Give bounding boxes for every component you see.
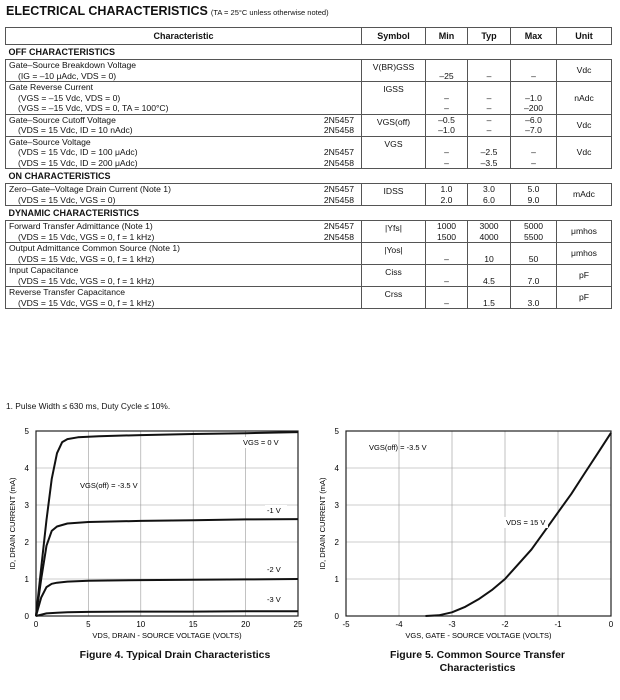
device-label: 2N5458 — [323, 157, 354, 168]
min-value: – — [444, 92, 449, 103]
device-label: 2N5458 — [323, 231, 354, 242]
characteristic-name: Output Admittance Common Source (Note 1) — [9, 243, 180, 253]
characteristic-cell — [6, 265, 362, 287]
characteristic-cell — [6, 243, 362, 265]
series-label: VGS = 0 V — [243, 438, 279, 447]
x-tick-label: 10 — [136, 620, 146, 629]
y-tick-label: 2 — [24, 538, 29, 547]
typ-value: – — [486, 92, 492, 103]
test-condition: (VDS = 15 Vdc, ID = 10 nAdc) — [18, 125, 133, 135]
column-header: Characteristic — [6, 28, 362, 45]
max-value: 50 — [528, 253, 539, 264]
table-row — [6, 184, 612, 206]
y-tick-label: 1 — [24, 575, 29, 584]
characteristic-name: Forward Transfer Admittance (Note 1) — [9, 221, 153, 231]
title-text: ELECTRICAL CHARACTERISTICS — [6, 4, 208, 18]
test-condition: (VDS = 15 Vdc, VGS = 0, f = 1 kHz) — [18, 275, 155, 286]
x-axis-label: VDS, DRAIN - SOURCE VOLTAGE (VOLTS) — [92, 631, 242, 640]
max-cell — [511, 287, 557, 309]
table-row — [6, 265, 612, 287]
x-tick-label: 5 — [86, 620, 91, 629]
x-tick-label: -4 — [395, 620, 403, 629]
typ-cell — [468, 243, 511, 265]
column-header: Symbol — [362, 28, 426, 45]
characteristic-cell — [6, 114, 362, 136]
min-value: –0.5 — [438, 114, 455, 125]
max-value: –6.0 — [525, 114, 542, 125]
typ-value: – — [486, 125, 492, 135]
x-tick-label: -5 — [342, 620, 350, 629]
unit-cell: pF — [557, 265, 612, 287]
y-tick-label: 3 — [24, 501, 29, 510]
series-line — [36, 432, 298, 616]
test-condition: (VDS = 15 Vdc, VGS = 0) — [18, 194, 116, 205]
max-cell — [511, 60, 557, 82]
max-value: – — [531, 147, 536, 157]
section-row — [6, 169, 612, 184]
min-value: –1.0 — [438, 125, 455, 135]
typ-value: – — [486, 103, 492, 113]
min-value: – — [444, 157, 449, 168]
min-cell — [426, 265, 468, 287]
max-value: 5500 — [523, 231, 544, 242]
device-label: 2N5457 — [323, 114, 354, 125]
figure-4-caption: Figure 4. Typical Drain Characteristics — [79, 649, 271, 661]
table-row — [6, 114, 612, 136]
y-tick-label: 5 — [24, 427, 29, 436]
series-label: VDS = 15 V — [506, 518, 546, 527]
table-row — [6, 221, 612, 243]
y-tick-label: 5 — [334, 427, 339, 436]
symbol-cell: Ciss — [362, 265, 426, 287]
x-tick-label: 0 — [33, 620, 39, 629]
characteristic-name: Gate–Source Breakdown Voltage — [9, 60, 137, 70]
section-title — [6, 4, 329, 18]
test-condition: (VGS = –15 Vdc, VDS = 0, TA = 100°C) — [18, 103, 169, 113]
y-axis-label: ID, DRAIN CURRENT (mA) — [318, 477, 327, 570]
table-row — [6, 136, 612, 169]
min-value: 1000 — [436, 221, 457, 231]
characteristic-cell — [6, 184, 362, 206]
typ-cell — [468, 114, 511, 136]
x-tick-label: 0 — [608, 620, 613, 629]
test-condition: (VDS = 15 Vdc, VGS = 0, f = 1 kHz) — [18, 253, 155, 264]
x-tick-label: -2 — [501, 620, 509, 629]
min-cell — [426, 114, 468, 136]
max-cell — [511, 184, 557, 206]
min-value: 2.0 — [440, 194, 453, 205]
series-line — [36, 519, 298, 616]
typ-value: 3000 — [479, 221, 499, 231]
figure-4-chart — [0, 420, 310, 645]
section-row — [6, 45, 612, 60]
max-value: –7.0 — [525, 125, 542, 135]
symbol-cell: VGS(off) — [362, 114, 426, 136]
typ-cell — [468, 265, 511, 287]
y-tick-label: 2 — [334, 538, 339, 547]
typ-value: 3.0 — [483, 184, 495, 194]
min-cell — [426, 221, 468, 243]
x-tick-label: -3 — [448, 620, 456, 629]
symbol-cell: Crss — [362, 287, 426, 309]
characteristic-name: Reverse Transfer Capacitance — [9, 287, 126, 297]
min-cell — [426, 82, 468, 115]
characteristic-name: Input Capacitance — [9, 265, 79, 275]
y-tick-label: 3 — [334, 501, 339, 510]
symbol-cell: |Yos| — [362, 243, 426, 265]
min-value: –25 — [439, 70, 454, 81]
section-heading: DYNAMIC CHARACTERISTICS — [6, 206, 612, 221]
min-cell — [426, 287, 468, 309]
table-row — [6, 82, 612, 115]
min-value: 1500 — [436, 231, 457, 242]
vgs-off-annotation: VGS(off) = -3.5 V — [80, 481, 138, 490]
table-header-row — [6, 28, 612, 45]
column-header: Max — [511, 28, 557, 45]
y-axis-label: ID, DRAIN CURRENT (mA) — [8, 477, 17, 570]
test-condition: (VDS = 15 Vdc, VGS = 0, f = 1 kHz) — [18, 231, 155, 242]
test-condition: (IG = –10 μAdc, VDS = 0) — [18, 70, 117, 81]
symbol-cell: IDSS — [362, 184, 426, 206]
y-tick-label: 4 — [334, 464, 339, 473]
vgs-off-annotation: VGS(off) = -3.5 V — [369, 443, 427, 452]
characteristic-name: Gate–Source Cutoff Voltage — [9, 114, 116, 125]
min-value: – — [444, 147, 449, 157]
typ-cell — [468, 82, 511, 115]
test-condition: (VDS = 15 Vdc, VGS = 0, f = 1 kHz) — [18, 297, 155, 308]
unit-cell: nAdc — [557, 82, 612, 115]
title-conditions: (TA = 25°C unless otherwise noted) — [210, 8, 329, 17]
section-heading: ON CHARACTERISTICS — [6, 169, 612, 184]
unit-cell: Vdc — [557, 114, 612, 136]
characteristic-cell — [6, 136, 362, 169]
figure-5-caption: Figure 5. Common Source Transfer Characteristics — [389, 649, 566, 674]
x-tick-label: 20 — [241, 620, 251, 629]
min-cell — [426, 243, 468, 265]
electrical-characteristics-table — [5, 27, 612, 309]
x-tick-label: 15 — [188, 620, 198, 629]
typ-value: – — [486, 70, 492, 81]
unit-cell: Vdc — [557, 136, 612, 169]
series-line — [36, 611, 298, 616]
typ-value: 1.5 — [483, 297, 495, 308]
typ-cell — [468, 60, 511, 82]
max-value: 3.0 — [527, 297, 540, 308]
unit-cell: Vdc — [557, 60, 612, 82]
max-value: 7.0 — [527, 275, 540, 286]
min-cell — [426, 60, 468, 82]
x-axis-label: VGS, GATE - SOURCE VOLTAGE (VOLTS) — [405, 631, 552, 640]
max-value: –1.0 — [525, 92, 542, 103]
characteristic-cell — [6, 287, 362, 309]
table-row — [6, 287, 612, 309]
y-tick-label: 0 — [334, 612, 339, 621]
unit-cell: mAdc — [557, 184, 612, 206]
table-row — [6, 243, 612, 265]
min-value: – — [444, 297, 449, 308]
plot-frame — [346, 431, 611, 616]
typ-value: –3.5 — [480, 157, 498, 168]
y-tick-label: 0 — [24, 612, 29, 621]
figure-5-chart — [313, 420, 613, 645]
typ-value: 4000 — [479, 231, 499, 242]
device-label: 2N5458 — [323, 194, 354, 205]
min-value: – — [444, 275, 449, 286]
max-value: –200 — [523, 103, 544, 113]
typ-cell — [468, 136, 511, 169]
min-value: – — [444, 103, 449, 113]
series-label: -1 V — [267, 506, 281, 515]
characteristic-cell — [6, 60, 362, 82]
x-tick-label: -1 — [554, 620, 562, 629]
device-label: 2N5457 — [323, 221, 354, 231]
unit-cell: μmhos — [557, 243, 612, 265]
max-cell — [511, 265, 557, 287]
test-condition: (VDS = 15 Vdc, ID = 100 μAdc) — [18, 147, 138, 157]
min-cell — [426, 184, 468, 206]
max-value: 9.0 — [527, 194, 540, 205]
min-value: 1.0 — [440, 184, 453, 194]
x-tick-label: 25 — [293, 620, 303, 629]
column-header: Unit — [557, 28, 612, 45]
characteristic-name: Zero–Gate–Voltage Drain Current (Note 1) — [9, 184, 171, 194]
section-row — [6, 206, 612, 221]
max-value: – — [531, 70, 536, 81]
test-condition: (VDS = 15 Vdc, ID = 200 μAdc) — [18, 157, 138, 168]
min-cell — [426, 136, 468, 169]
max-cell — [511, 221, 557, 243]
typ-value: – — [486, 114, 492, 125]
unit-cell: pF — [557, 287, 612, 309]
device-label: 2N5457 — [323, 184, 354, 194]
max-cell — [511, 114, 557, 136]
table-row — [6, 60, 612, 82]
symbol-cell: |Yfs| — [362, 221, 426, 243]
max-value: – — [531, 157, 536, 168]
characteristic-cell — [6, 221, 362, 243]
device-label: 2N5457 — [323, 147, 354, 157]
footnote: 1. Pulse Width ≤ 630 ms, Duty Cycle ≤ 10%. — [6, 401, 171, 411]
typ-cell — [468, 287, 511, 309]
test-condition: (VGS = –15 Vdc, VDS = 0) — [18, 92, 121, 103]
min-value: – — [444, 253, 449, 264]
typ-value: 10 — [484, 253, 494, 264]
typ-cell — [468, 221, 511, 243]
column-header: Typ — [468, 28, 511, 45]
typ-cell — [468, 184, 511, 206]
typ-value: 6.0 — [483, 194, 495, 205]
symbol-cell: V(BR)GSS — [362, 60, 426, 82]
max-value: 5.0 — [527, 184, 540, 194]
series-label: -2 V — [267, 565, 281, 574]
symbol-cell: VGS — [362, 136, 426, 169]
max-cell — [511, 82, 557, 115]
section-heading: OFF CHARACTERISTICS — [6, 45, 612, 60]
column-header: Min — [426, 28, 468, 45]
y-tick-label: 1 — [334, 575, 339, 584]
series-label: -3 V — [267, 595, 281, 604]
y-tick-label: 4 — [24, 464, 29, 473]
unit-cell: μmhos — [557, 221, 612, 243]
characteristic-name: Gate–Source Voltage — [9, 136, 91, 147]
max-cell — [511, 243, 557, 265]
max-cell — [511, 136, 557, 169]
characteristic-name: Gate Reverse Current — [9, 82, 94, 92]
device-label: 2N5458 — [323, 125, 354, 135]
characteristic-cell — [6, 82, 362, 115]
typ-value: –2.5 — [480, 147, 498, 157]
symbol-cell: IGSS — [362, 82, 426, 115]
max-value: 5000 — [523, 221, 544, 231]
typ-value: 4.5 — [483, 275, 495, 286]
